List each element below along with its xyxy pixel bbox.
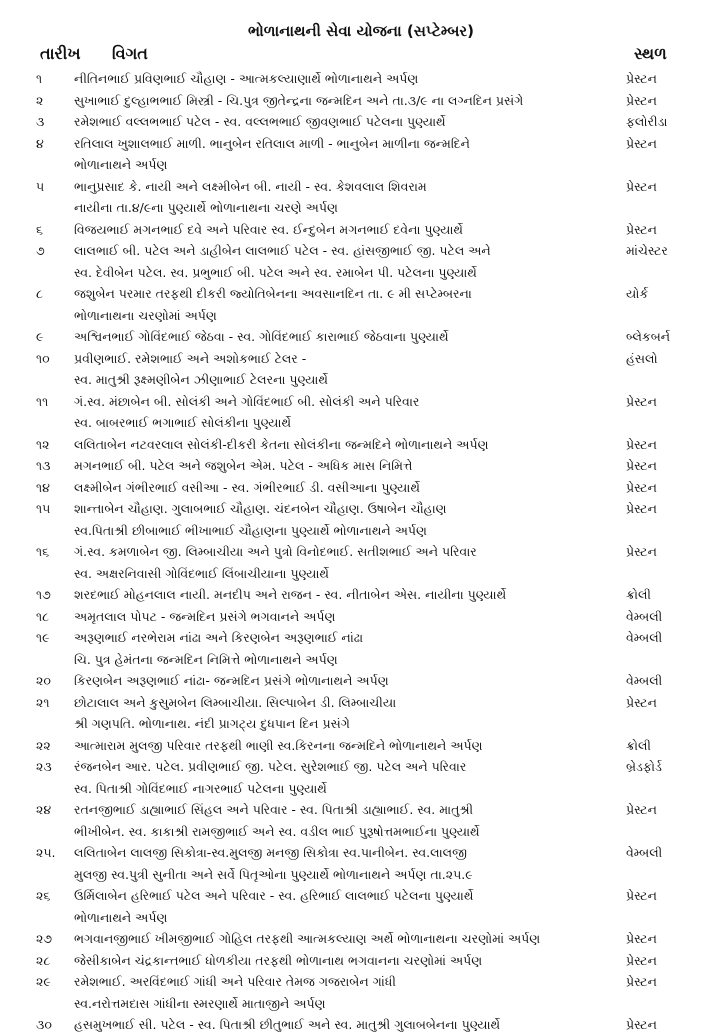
row-detail-line: ભીખીબેન. સ્વ. કાકાશ્રી રામજીભાઈ અને સ્વ. વડીલ ભાઈ પુરૂષોત્તમભાઈના પુણ્યાર્થે <box>74 823 480 839</box>
row-detail-line: સ્વ. માતુશ્રી રૂક્ષ્મણીબેન ઝીણાભાઈ ટેલરના પુણ્યાર્થે <box>74 372 328 387</box>
row-number: ૧ <box>36 71 43 86</box>
row-number: ૧૪ <box>36 479 50 495</box>
row-number: ૭ <box>36 243 45 258</box>
row-detail-line: સ્વ.નરોત્તમદાસ ગાંધીના સ્મરણાર્થે માતાજીને અર્પણ <box>74 995 326 1011</box>
row-number: ૩૦ <box>36 1017 52 1032</box>
list-item <box>0 434 722 456</box>
list-item <box>0 111 722 133</box>
row-number: ૫ <box>36 178 45 194</box>
row-number: ૨૮ <box>36 952 51 968</box>
row-number: ૨૨ <box>36 737 51 753</box>
row-number: ૨૭ <box>36 931 53 946</box>
row-number: ૨૩ <box>36 759 52 774</box>
row-place: યોર્ક <box>626 286 649 301</box>
row-detail-line: અશ્વિનભાઈ ગોવિંદભાઈ જેઠવા - સ્વ. ગોવિંદભાઈ કારાભાઈ જેઠવાના પુણ્યાર્થે <box>74 329 449 344</box>
row-detail-line: સુખાભાઈ દુલ્હાભભાઈ મિસ્ત્રી - ચિ.પુત્ર જીતેન્દ્રના જન્મદિન અને તા.૩/૯ ના લગ્નદિન પ્રસંગે <box>74 92 524 108</box>
row-place: પ્રેસ્ટન <box>626 974 657 989</box>
row-number: ૬ <box>36 221 44 237</box>
row-detail-line: રંજનબેન આર. પટેલ. પ્રવીણભાઈ જી. પટેલ. સુરેશભાઈ જી. પટેલ અને પરિવાર <box>74 759 467 774</box>
row-number: ૨ <box>36 92 44 108</box>
row-place: વેમ્બલી <box>626 673 663 688</box>
list-item <box>0 885 722 928</box>
list-item <box>0 670 722 692</box>
row-number: ૨૬ <box>36 888 51 903</box>
row-place: પ્રેસ્ટન <box>626 888 657 903</box>
row-detail-line: અરૂણભાઈ નરભેરામ નાંઢા અને કિરણબેન અરૂણભાઈ નાંઢા <box>74 630 364 645</box>
row-number: ૧૮ <box>36 608 50 624</box>
row-place: બ્લેકબર્ન <box>626 329 671 344</box>
list-item <box>0 584 722 606</box>
list-item <box>0 606 722 628</box>
row-detail-line: શ્રી ગણપતિ. ભોળાનાથ. નંદી પ્રાગટ્ય દુધપાન દિન પ્રસંગે <box>74 716 350 731</box>
list-item <box>0 391 722 434</box>
row-place: ફલોરીડા <box>626 114 668 129</box>
list-item <box>0 498 722 541</box>
list-item <box>0 799 722 842</box>
row-detail-line: જશુબેન પરમાર તરફથી દીકરી જ્યોતિબેનના અવસાનદિન તા. ૯ મી સપ્ટેમ્બરના <box>74 286 472 301</box>
list-item <box>0 928 722 950</box>
row-detail-line: રતનજીભાઈ ડાહ્યાભાઈ સિંહલ અને પરિવાર - સ્વ. પિતાશ્રી ડાહ્યાભાઈ. સ્વ. માતુશ્રી <box>74 802 474 817</box>
row-place: પ્રેસ્ટન <box>626 393 657 409</box>
row-detail-line: પ્રવીણભાઈ. રમેશભાઈ અને અશોકભાઈ ટેલર - <box>74 350 307 366</box>
row-place: હંસલો <box>626 350 658 366</box>
row-number: ૪ <box>36 135 44 151</box>
row-detail-line: આત્મારામ મુલજી પરિવાર તરફથી ભાણી સ્વ.કિરનના જન્મદિને ભોળાનાથને અર્પણ <box>74 737 483 753</box>
list-item <box>0 219 722 241</box>
row-place: પ્રેસ્ટન <box>626 135 657 151</box>
row-place: પ્રેસ્ટન <box>626 694 657 710</box>
row-place: પ્રેસ્ટન <box>626 221 657 237</box>
row-number: ૧૩ <box>36 458 51 473</box>
row-place: ક્રોલી <box>626 737 651 753</box>
list-item <box>0 971 722 1014</box>
row-detail-line: ભોળાનાથના ચરણોમાં અર્પણ <box>74 307 217 323</box>
list-item <box>0 477 722 499</box>
list-item <box>0 68 722 90</box>
row-detail-line: ગં.સ્વ. કમળાબેન જી. લિમ્બાચીયા અને પુત્રો વિનોદભાઈ. સતીશભાઈ અને પરિવાર <box>74 544 477 559</box>
row-detail-line: સ્વ. દેવીબેન પટેલ. સ્વ. પ્રભુભાઈ બી. પટેલ અને સ્વ. રમાબેન પી. પટેલના પુણ્યાર્થે <box>74 264 477 280</box>
row-number: ૧૨ <box>36 436 50 452</box>
page-title: ભોળાનાથની સેવા યોજના (સપ્ટેમ્બર) <box>248 22 474 40</box>
row-place: વેમ્બલી <box>626 630 663 645</box>
row-number: ૧૦ <box>36 350 50 366</box>
row-detail-line: સ્વ. પિતાશ્રી ગોવિંદભાઈ નાગરભાઈ પટેલના પુણ્યાર્થે <box>74 780 327 796</box>
list-item <box>0 348 722 391</box>
list-item <box>0 326 722 348</box>
row-place: વેમ્બલી <box>626 608 663 624</box>
row-detail-line: લલિતાબેન લાલજી સિકોત્રા-સ્વ.મુલજી મનજી સિકોત્રા સ્વ.પાનીબેન. સ્વ.લાલજી <box>74 845 467 860</box>
row-detail-line: ચિ. પુત્ર હેમંતના જન્મદિન નિમિત્તે ભોળાનાથને અર્પણ <box>74 651 338 667</box>
row-detail-line: નીતિનભાઈ પ્રવિણભાઈ ચૌહાણ - આત્મકલ્યાણાર્થે ભોળાનાથને અર્પણ <box>74 71 419 86</box>
row-number: ૧૫ <box>36 501 51 516</box>
list-item <box>0 842 722 885</box>
row-place: પ્રેસ્ટન <box>626 802 657 817</box>
seva-list <box>0 68 722 1036</box>
row-number: ૩ <box>36 114 45 129</box>
row-detail-line: લલિતાબેન નટવરલાલ સોલંકી-દીકરી કેતના સોલંકીના જન્મદિને ભોળાનાથને અર્પણ <box>74 436 489 452</box>
row-number: ૧૬ <box>36 544 50 559</box>
row-detail-line: ઉર્મિલાબેન હરિભાઈ પટેલ અને પરિવાર - સ્વ. હરિભાઈ લાલભાઈ પટેલના પુણ્યાર્થે <box>74 888 474 903</box>
row-detail-line: રમેશભાઈ વલ્લભભાઈ પટેલ - સ્વ. વલ્લભભાઈ જીવણભાઈ પટેલના પુણ્યાર્થે <box>74 114 446 129</box>
row-number: ૨૯ <box>36 974 51 989</box>
row-number: ૨૪ <box>36 802 52 817</box>
row-detail-line: ભોળાનાથને અર્પણ <box>74 157 168 172</box>
row-detail-line: જેસીકાબેન ચંદ્રકાન્તભાઈ ધોળકીયા તરફથી ભોળાનાથ ભગવાનના ચરણોમાં અર્પણ <box>74 952 483 968</box>
row-place: પ્રેસ્ટન <box>626 178 657 194</box>
row-detail-line: શાન્તાબેન ચૌહાણ. ગુલાબભાઈ ચૌહાણ. ચંદનબેન ચૌહાણ. ઉષાબેન ચૌહાણ <box>74 501 447 516</box>
row-number: ૯ <box>36 329 44 344</box>
row-place: માંચેસ્ટર <box>626 243 668 258</box>
row-place: પ્રેસ્ટન <box>626 1017 657 1032</box>
row-place: પ્રેસ્ટન <box>626 436 657 452</box>
row-detail-line: રમેશભાઈ. અરવિંદભાઈ ગાંધી અને પરિવાર તેમજ ગજરાબેન ગાંધી <box>74 974 396 989</box>
row-number: ૧૯ <box>36 630 50 645</box>
row-number: ૨૫. <box>36 845 56 860</box>
row-detail-line: રતિલાલ ખુશાલભાઈ માળી. ભાનુબેન રતિલાલ માળી - ભાનુબેન માળીના જન્મદિને <box>74 135 470 151</box>
row-number: ૮ <box>36 286 43 301</box>
row-detail-line: નાયીના તા.૪/૯ના પુણ્યાર્થે ભોળાનાથના ચરણે અર્પણ <box>74 200 338 215</box>
list-item <box>0 627 722 670</box>
row-place: પ્રેસ્ટન <box>626 501 657 516</box>
list-item <box>0 735 722 757</box>
row-detail-line: હસમુખભાઈ સી. પટેલ - સ્વ. પિતાશ્રી છીતુભાઈ અને સ્વ. માતુશ્રી ગુલાબબેનના પુણ્યાર્થે <box>74 1017 501 1032</box>
list-item <box>0 240 722 283</box>
list-item <box>0 950 722 972</box>
row-place: પ્રેસ્ટન <box>626 92 657 108</box>
list-item <box>0 90 722 112</box>
row-number: ૨૧ <box>36 694 50 710</box>
date-column-header: તારીખ <box>40 44 81 63</box>
row-place: વેમ્બલી <box>626 845 663 860</box>
row-detail-line: અમૃતલાલ પોપટ - જન્મદિન પ્રસંગે ભગવાનને અર્પણ <box>74 608 336 624</box>
row-detail-line: ગં.સ્વ. મંછાબેન બી. સોલંકી અને ગોવિંદભાઈ બી. સોલંકી અને પરિવાર <box>74 393 420 409</box>
list-item <box>0 133 722 176</box>
place-column-header: સ્થળ <box>634 44 667 63</box>
list-item <box>0 176 722 219</box>
row-detail-line: મુલજી સ્વ.પુત્રી સુનીતા અને સર્વે પિતૃઓના પુણ્યાર્થે ભોળાનાથને અર્પણ તા.૨૫.૯ <box>74 866 473 882</box>
row-detail-line: મગનભાઈ બી. પટેલ અને જશુબેન એમ. પટેલ - અધિક માસ નિમિત્તે <box>74 458 413 473</box>
row-place: પ્રેસ્ટન <box>626 71 657 86</box>
list-item <box>0 541 722 584</box>
row-place: પ્રેસ્ટન <box>626 952 657 968</box>
row-place: પ્રેસ્ટન <box>626 458 657 473</box>
row-place: પ્રેસ્ટન <box>626 931 657 946</box>
row-detail-line: સ્વ. બાબરભાઈ ભગાભાઈ સોલંકીના પુણ્યાર્થે <box>74 415 292 430</box>
row-place: પ્રેસ્ટન <box>626 479 657 495</box>
row-detail-line: ભગવાનજીભાઈ ખીમજીભાઈ ગોહિલ તરફથી આત્મકલ્યાણ અર્થે ભોળાનાથના ચરણોમાં અર્પણ <box>74 931 541 946</box>
list-item <box>0 455 722 477</box>
row-detail-line: શરદભાઈ મોહનલાલ નાયી. મનદીપ અને રાજન - સ્વ. નીતાબેન એસ. નાયીના પુણ્યાર્થે <box>74 587 507 602</box>
row-detail-line: વિજયભાઈ મગનભાઈ દવે અને પરિવાર સ્વ. ઈન્દુબેન મગનભાઈ દવેના પુણ્યાર્થે <box>74 221 463 237</box>
row-place: બ્રેડફોર્ડ <box>626 759 662 774</box>
list-item <box>0 692 722 735</box>
row-detail-line: લક્ષ્મીબેન ગંભીરભાઈ વસીઆ - સ્વ. ગંભીરભાઈ ડી. વસીઆના પુણ્યાર્થે <box>74 479 420 495</box>
row-detail-line: લાલભાઈ બી. પટેલ અને ડાહીબેન લાલભાઈ પટેલ - સ્વ. હાંસજીભાઈ જી. પટેલ અને <box>74 243 491 258</box>
row-number: ૨૦ <box>36 673 51 688</box>
row-detail-line: કિરણબેન અરૂણભાઈ નાંઢા- જન્મદિન પ્રસંગે ભોળાનાથને અર્પણ <box>74 673 389 688</box>
row-detail-line: છોટાલાલ અને કુસુમબેન લિમ્બાચીયા. સિલ્પાબેન ડી. લિમ્બાચીયા <box>74 694 397 710</box>
row-place: પ્રેસ્ટન <box>626 544 657 559</box>
row-number: ૧૭ <box>36 587 51 602</box>
row-place: ક્રોલી <box>626 587 651 602</box>
row-detail-line: ભાનુપ્રસાદ કે. નાયી અને લક્ષ્મીબેન બી. નાયી - સ્વ. કેશવલાલ શિવરામ <box>74 178 427 194</box>
row-detail-line: સ્વ.પિતાશ્રી છીબાભાઈ ભીખાભાઈ ચૌહાણના પુણ્યાર્થે ભોળાનાથને અર્પણ <box>74 522 427 538</box>
list-item <box>0 756 722 799</box>
row-number: ૧૧ <box>36 393 49 409</box>
list-item <box>0 1014 722 1036</box>
row-detail-line: સ્વ. અક્ષરનિવાસી ગોવિંદભાઈ લિંબાચીયાના પુણ્યાર્થે <box>74 565 329 581</box>
detail-column-header: વિગત <box>112 44 148 63</box>
row-detail-line: ભોળાનાથને અર્પણ <box>74 909 168 925</box>
list-item <box>0 283 722 326</box>
